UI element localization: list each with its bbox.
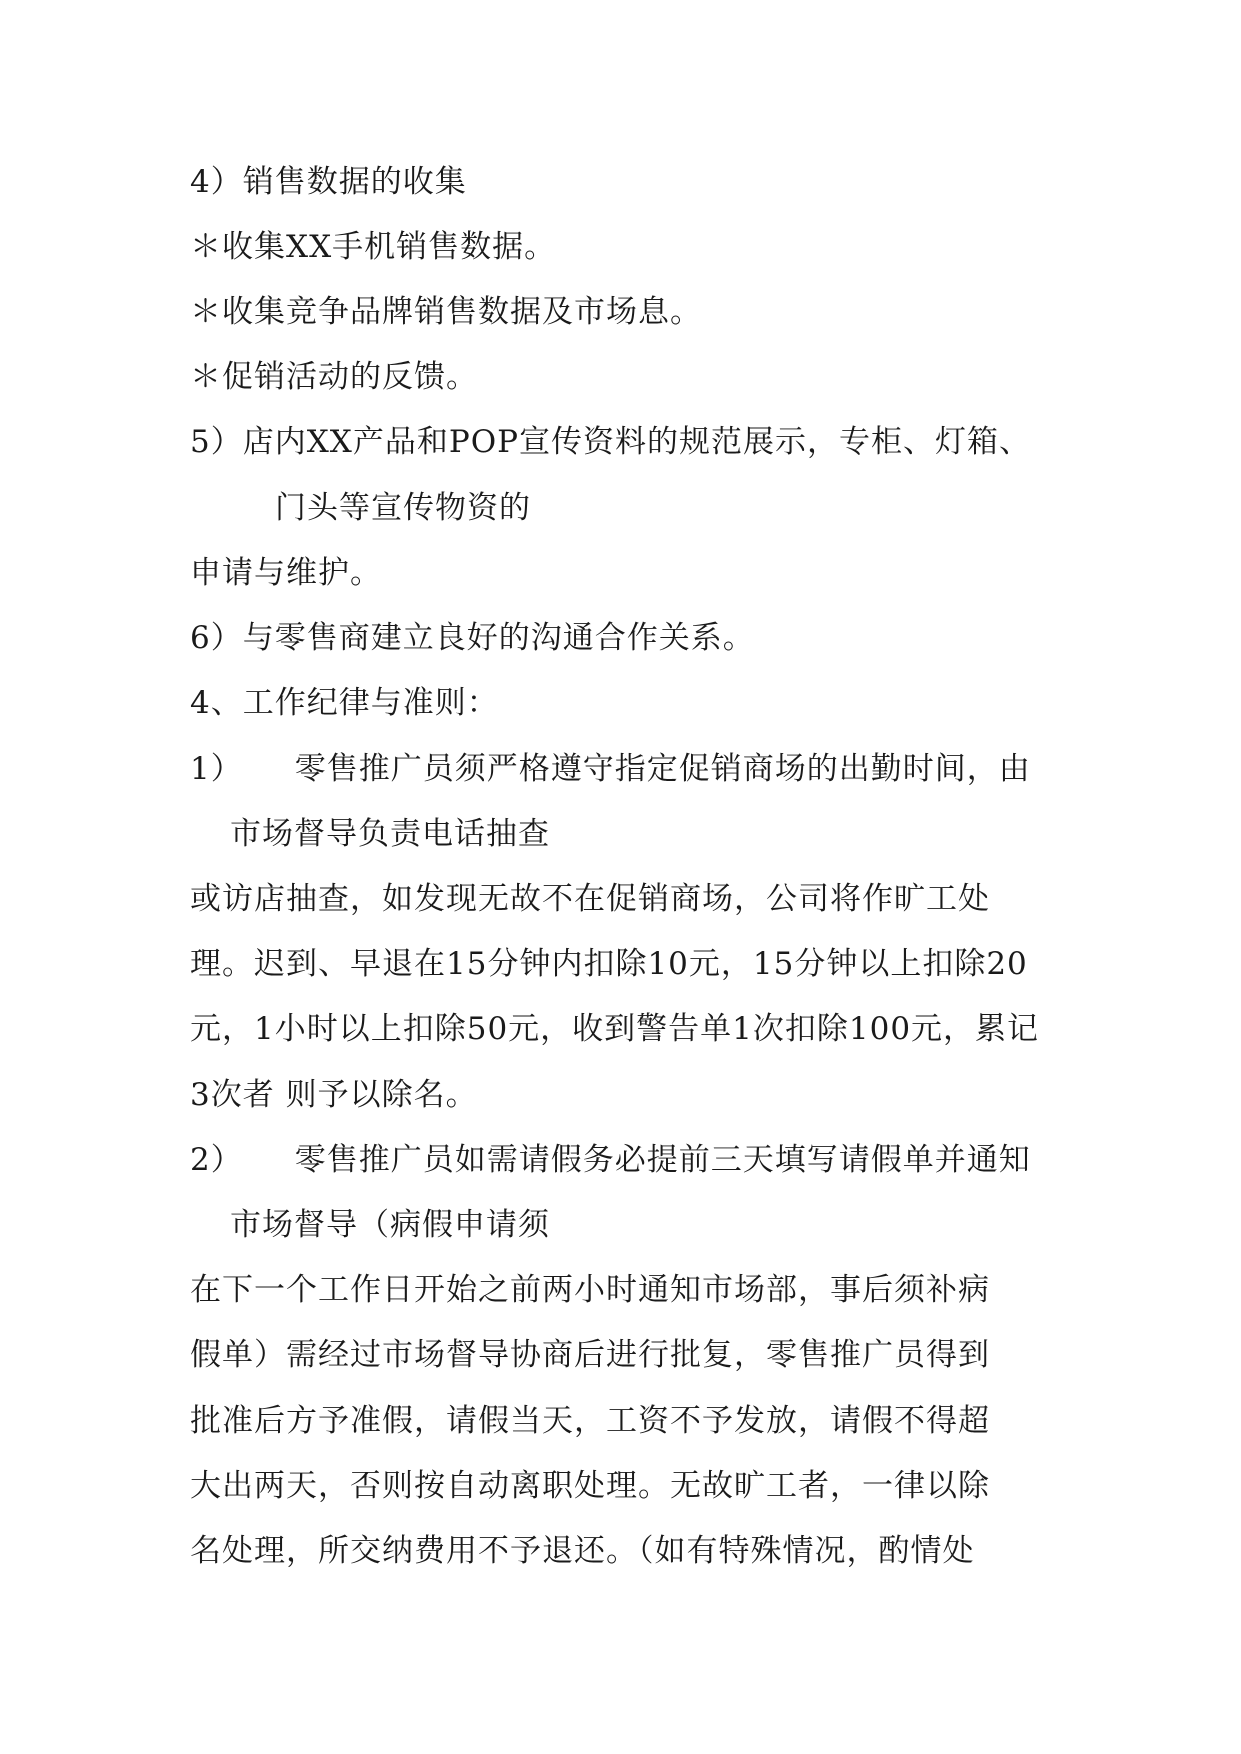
text-line: 零售推广员如需请假务必提前三天填写请假单并通知: [294, 1142, 1031, 1178]
text-line: 市场督导负责电话抽查: [230, 816, 550, 852]
text-line: ＊收集竞争品牌销售数据及市场息。: [190, 294, 702, 330]
text-line: 5）店内XX产品和POP宣传资料的规范展示，专柜、灯箱、: [190, 424, 1031, 460]
section-heading: 4、工作纪律与准则：: [190, 685, 499, 721]
list-marker: 2）: [190, 1142, 243, 1178]
text-line: 元，1小时以上扣除50元，收到警告单1次扣除100元，累记: [190, 1011, 1040, 1047]
list-item-1: [190, 741, 1031, 797]
text-line: 批准后方予准假，请假当天，工资不予发放，请假不得超: [190, 1403, 990, 1439]
text-line: 理。迟到、早退在15分钟内扣除10元，15分钟以上扣除20: [190, 946, 1028, 982]
text-line: 假单）需经过市场督导协商后进行批复，零售推广员得到: [190, 1337, 990, 1373]
text-line: 零售推广员须严格遵守指定促销商场的出勤时间，由: [294, 751, 1031, 787]
text-line: 门头等宣传物资的: [275, 490, 531, 526]
text-line: 在下一个工作日开始之前两小时通知市场部，事后须补病: [190, 1272, 990, 1308]
text-line: 6）与零售商建立良好的沟通合作关系。: [190, 620, 755, 656]
text-line: 申请与维护。: [190, 555, 382, 591]
list-item-2: [190, 1132, 1031, 1188]
text-line: 或访店抽查，如发现无故不在促销商场，公司将作旷工处: [190, 881, 990, 917]
text-line: 4）销售数据的收集: [190, 164, 467, 200]
text-line: 名处理，所交纳费用不予退还。（如有特殊情况，酌情处: [190, 1533, 975, 1569]
text-line: ＊促销活动的反馈。: [190, 359, 478, 395]
list-marker: 1）: [190, 751, 243, 787]
text-line: ＊收集XX手机销售数据。: [190, 229, 557, 265]
text-line: 市场督导（病假申请须: [230, 1207, 550, 1243]
text-line: 3次者 则予以除名。: [190, 1077, 478, 1113]
text-line: 大出两天，否则按自动离职处理。无故旷工者，一律以除: [190, 1468, 990, 1504]
